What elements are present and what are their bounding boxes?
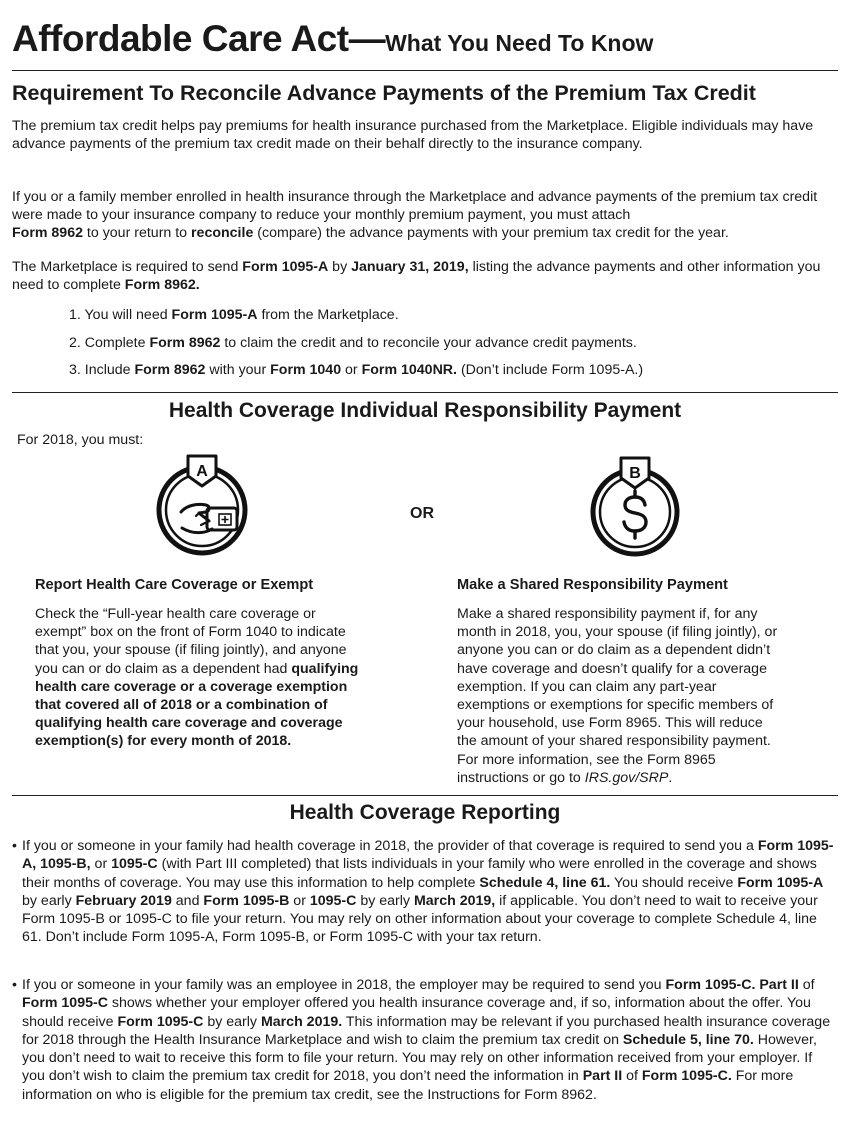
list-item — [69, 306, 643, 334]
text-run: of — [798, 977, 815, 993]
list-item — [69, 361, 643, 389]
text-run: and — [171, 892, 204, 909]
form-reference: Form 1040NR. — [361, 362, 457, 378]
text-run: or — [341, 362, 362, 378]
document-page — [12, 0, 838, 1128]
text-line: exemptions or exemptions for specific members of — [457, 697, 774, 714]
text-run: (compare) the advance payments with your premium tax credit for the year. — [253, 225, 729, 241]
text-run: by — [328, 259, 352, 275]
form-reference: Form 8962 — [149, 334, 221, 351]
form-reference: Form 1095-B — [203, 892, 290, 909]
form-reference: Form 1040 — [270, 362, 342, 378]
text-run: from the Marketplace. — [257, 307, 399, 323]
title-divider — [12, 70, 838, 71]
text-line: have coverage and doesn’t qualify for a coverage — [457, 660, 767, 677]
dollar-sign-icon — [585, 456, 685, 558]
responsibility-intro: For 2018, you must: — [17, 432, 144, 448]
reporting-bullet-2 — [12, 976, 838, 1104]
option-a-heading: Report Health Care Coverage or Exempt — [35, 577, 314, 593]
form-reference: Form 8962 — [134, 362, 206, 378]
text-run: 2. Complete — [69, 334, 150, 351]
text-run: or — [90, 856, 112, 873]
text-run: The Marketplace is required to send — [12, 259, 243, 275]
text-run: For more information on who is eligible for the premium tax credit, see the Instructions for Form 8962. — [22, 1068, 794, 1103]
text-line: that you, your spouse (if filing jointly), and anyone — [35, 642, 347, 659]
form-reference: Form 1095-C. — [641, 1068, 732, 1085]
emphasis: reconcile — [191, 225, 254, 241]
bullet-mark: • — [12, 977, 17, 993]
text-run: of — [622, 1068, 642, 1085]
text-run: to claim the credit and to reconcile your advance credit payments. — [220, 334, 637, 351]
text-run: If you or someone in your family was an employee in 2018, the employer may be required to send you — [22, 977, 666, 993]
form-reference: Form 1095-A — [171, 307, 258, 323]
form-reference: Schedule 5, line 70. — [622, 1031, 754, 1048]
text-run: This information may be relevant if you purchased health insurance coverage for 2018 through the Health Insurance Marketplace and wish to claim the premium tax credit on — [22, 1013, 831, 1048]
option-b-text — [457, 605, 832, 787]
text-line: the amount of your shared responsibility payment. — [457, 733, 771, 750]
text-run: If you or a family member enrolled in health insurance through the Marketplace and advance payments of the premium tax credit were made to your insurance company to reduce your monthly premium payment, you must attach — [12, 189, 818, 223]
text-line: month in 2018, you, your spouse (if filing jointly), or — [457, 624, 778, 641]
reconcile-paragraph-2 — [12, 188, 838, 242]
text-run: 1. You will need — [69, 307, 172, 323]
text-run: by early — [203, 1013, 261, 1030]
form-reference: Form 8962 — [12, 225, 83, 241]
reconcile-paragraph-1: The premium tax credit helps pay premiums for health insurance purchased from the Marketplace. Eligible individuals may have advance payments of the premium tax credit made on their behalf directly to the insurance company. — [12, 118, 814, 152]
text-run: shows whether your employer offered you health insurance coverage and, if so, information about the offer. You should receive — [22, 995, 811, 1030]
text-run: or — [289, 892, 310, 909]
form-reference: 1095-C — [111, 856, 158, 873]
or-divider-label: OR — [410, 505, 434, 522]
text-run: to your return to — [82, 225, 192, 241]
text-run: by early — [22, 892, 76, 909]
text-line: For more information, see the Form 8965 — [457, 751, 716, 768]
text-line — [35, 660, 410, 678]
text-line: Make a shared responsibility payment if, for any — [457, 606, 758, 622]
emphasis: that covered all of 2018 or a combination of — [35, 697, 328, 714]
form-reference: Schedule 4, line 61. — [479, 874, 611, 891]
reconcile-steps-list — [69, 306, 643, 389]
form-reference: Part II — [582, 1068, 623, 1085]
text-line — [457, 769, 832, 787]
option-a-text — [35, 605, 410, 751]
text-run: 3. Include — [69, 362, 135, 378]
emphasis: health care coverage or a coverage exemption — [35, 678, 348, 695]
text-line: Check the “Full-year health care coverage or — [35, 606, 316, 622]
text-run: . — [668, 769, 673, 786]
text-run: (with Part III completed) that lists individuals in your family who were enrolled in the coverage and shows their months of coverage. You may use this information to help complete — [22, 856, 817, 891]
text-run: if applicable. You don’t need to wait to receive your Form 1095-B or 1095-C to file your return. You may rely on other information about your coverage to complete Schedule 4, line 61. Don’t include Form 1095-A, Form 1095-B, or Form 1095-C with your tax return. — [22, 892, 818, 946]
emphasis: qualifying — [291, 660, 359, 677]
form-reference: Form 1095-C — [117, 1013, 204, 1030]
form-reference: Form 8962. — [124, 277, 200, 293]
title-sub: What You Need To Know — [385, 30, 654, 56]
reporting-section-title: Health Coverage Reporting — [289, 801, 561, 824]
text-line: exemption. If you can claim any part-year — [457, 678, 717, 695]
irs-srp-link[interactable]: IRS.gov/SRP — [584, 769, 669, 786]
text-run: However, you don’t need to wait to receive this form to file your return. You may rely on other information received from your employer. If you don’t wish to claim the premium tax credit for 2018, you don’t need the information in — [22, 1031, 817, 1085]
text-run: listing the advance payments and other information you need to complete — [12, 259, 821, 293]
badge-a: A — [196, 463, 208, 480]
form-reference: Form 1095-A — [242, 259, 329, 275]
text-run: You should receive — [610, 874, 738, 891]
text-line: anyone you can or do claim as a dependent didn’t — [457, 642, 771, 659]
form-reference: Form 1095-A, 1095-B, — [22, 838, 834, 873]
text-run: If you or someone in your family had health coverage in 2018, the provider of that coverage is required to send you a — [22, 838, 758, 854]
form-reference: Form 1095-A — [737, 874, 824, 891]
reporting-bullet-1 — [12, 837, 838, 947]
text-line: exempt” box on the front of Form 1040 to indicate — [35, 624, 346, 641]
insurance-card-hand-icon — [152, 452, 256, 556]
page-title — [12, 20, 653, 57]
title-main: Affordable Care Act— — [12, 18, 386, 59]
deadline-date: March 2019, — [413, 892, 496, 909]
reconcile-paragraph-3 — [12, 258, 838, 294]
emphasis: exemption(s) for every month of 2018. — [35, 733, 292, 750]
form-reference: Form 1095-C. Part II — [665, 977, 799, 993]
bullet-mark: • — [12, 838, 17, 854]
deadline-date: March 2019. — [260, 1013, 343, 1030]
section-divider — [12, 392, 838, 393]
form-reference: Form 1095-C — [22, 995, 108, 1012]
text-line: your household, use Form 8965. This will reduce — [457, 715, 763, 732]
deadline-date: February 2019 — [75, 892, 172, 909]
list-item — [69, 334, 643, 362]
option-b-heading: Make a Shared Responsibility Payment — [457, 577, 728, 593]
responsibility-section-title: Health Coverage Individual Responsibility Payment — [168, 399, 682, 422]
text-run: instructions or go to — [457, 769, 585, 786]
deadline-date: January 31, 2019, — [351, 259, 469, 275]
section-divider — [12, 795, 838, 796]
text-run: you can or do claim as a dependent had — [35, 660, 292, 677]
text-run: (Don’t include Form 1095-A.) — [457, 362, 644, 378]
reconcile-section-title: Requirement To Reconcile Advance Payments of the Premium Tax Credit — [12, 81, 756, 105]
text-run: by early — [356, 892, 414, 909]
badge-b: B — [629, 465, 641, 482]
text-run: with your — [205, 362, 271, 378]
form-reference: 1095-C — [309, 892, 357, 909]
emphasis: qualifying health care coverage and coverage — [35, 715, 343, 732]
